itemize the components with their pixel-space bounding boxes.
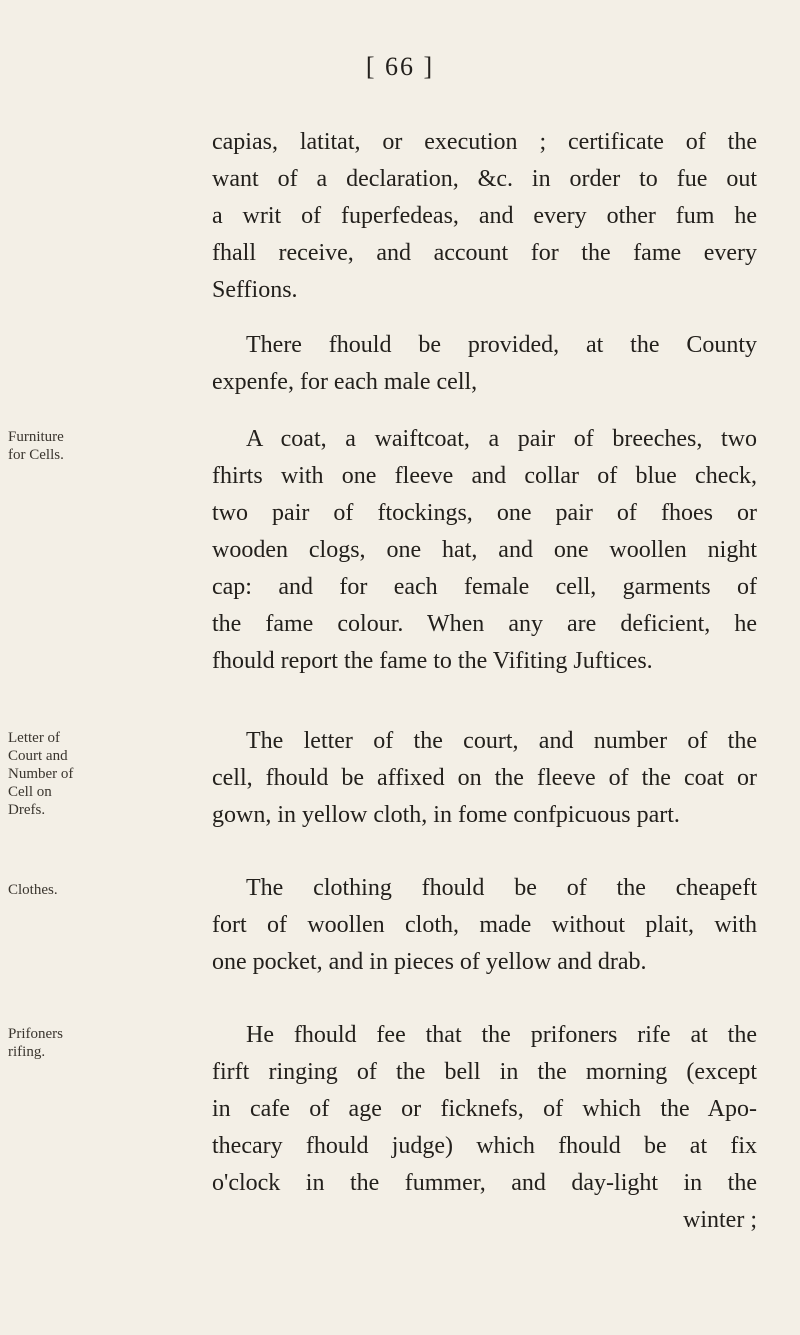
margin-note-line: Number of [8, 766, 74, 782]
text-line: winter ; [683, 1207, 757, 1233]
margin-note-line: rifing. [8, 1044, 46, 1060]
margin-note-prisoners [8, 1025, 126, 1061]
paragraph-6 [212, 1017, 757, 1239]
margin-note-line: Prifoners [8, 1026, 63, 1042]
text-line: a writ of fuperfedeas, and every other fum he [212, 203, 757, 229]
text-line: the fame colour. When any are deficient, he [212, 611, 757, 637]
text-line: cell, fhould be affixed on the fleeve of the coat or [212, 765, 757, 791]
text-line: The letter of the court, and number of the [246, 728, 757, 754]
margin-note-line: Drefs. [8, 802, 46, 818]
page-number: [ 66 ] [365, 52, 435, 81]
text-line: fhirts with one fleeve and collar of blue check, [212, 463, 757, 489]
margin-note-line: for Cells. [8, 447, 64, 463]
text-line: expenfe, for each male cell, [212, 369, 478, 395]
margin-note-line: Clothes. [8, 882, 58, 898]
margin-note-line: Court and [8, 748, 68, 764]
paragraph-3 [212, 421, 757, 680]
text-line: wooden clogs, one hat, and one woollen night [212, 537, 757, 563]
margin-note-clothes [8, 881, 126, 899]
text-line: thecary fhould judge) which fhould be at fix [212, 1133, 757, 1159]
text-line: gown, in yellow cloth, in fome confpicuous part. [212, 802, 680, 828]
text-line: cap: and for each female cell, garments of [212, 574, 757, 600]
paragraph-2 [212, 327, 757, 401]
paragraph-1 [212, 124, 757, 309]
margin-note-furniture [8, 428, 126, 464]
text-line: o'clock in the fummer, and day-light in the [212, 1170, 757, 1196]
text-line: There fhould be provided, at the County [246, 332, 757, 358]
text-line: fort of woollen cloth, made without plait, with [212, 912, 757, 938]
margin-note-letter [8, 729, 126, 819]
text-line: Seffions. [212, 277, 298, 303]
text-line: in cafe of age or ficknefs, of which the Apo- [212, 1096, 757, 1122]
paragraph-5 [212, 870, 757, 981]
text-line: A coat, a waiftcoat, a pair of breeches, two [246, 426, 757, 452]
text-line: two pair of ftockings, one pair of fhoes or [212, 500, 757, 526]
text-line: capias, latitat, or execution ; certificate of the [212, 129, 757, 155]
text-line: fhall receive, and account for the fame every [212, 240, 757, 266]
margin-note-line: Letter of [8, 730, 61, 746]
margin-note-line: Cell on [8, 784, 52, 800]
text-line: fhould report the fame to the Vifiting Juftices. [212, 648, 653, 674]
text-line: firft ringing of the bell in the morning (except [212, 1059, 757, 1085]
text-line: The clothing fhould be of the cheapeft [246, 875, 757, 901]
text-line: He fhould fee that the prifoners rife at the [246, 1022, 757, 1048]
paragraph-4 [212, 723, 757, 834]
text-line: want of a declaration, &c. in order to fue out [212, 166, 757, 192]
margin-note-line: Furniture [8, 429, 64, 445]
text-line: one pocket, and in pieces of yellow and drab. [212, 949, 647, 975]
